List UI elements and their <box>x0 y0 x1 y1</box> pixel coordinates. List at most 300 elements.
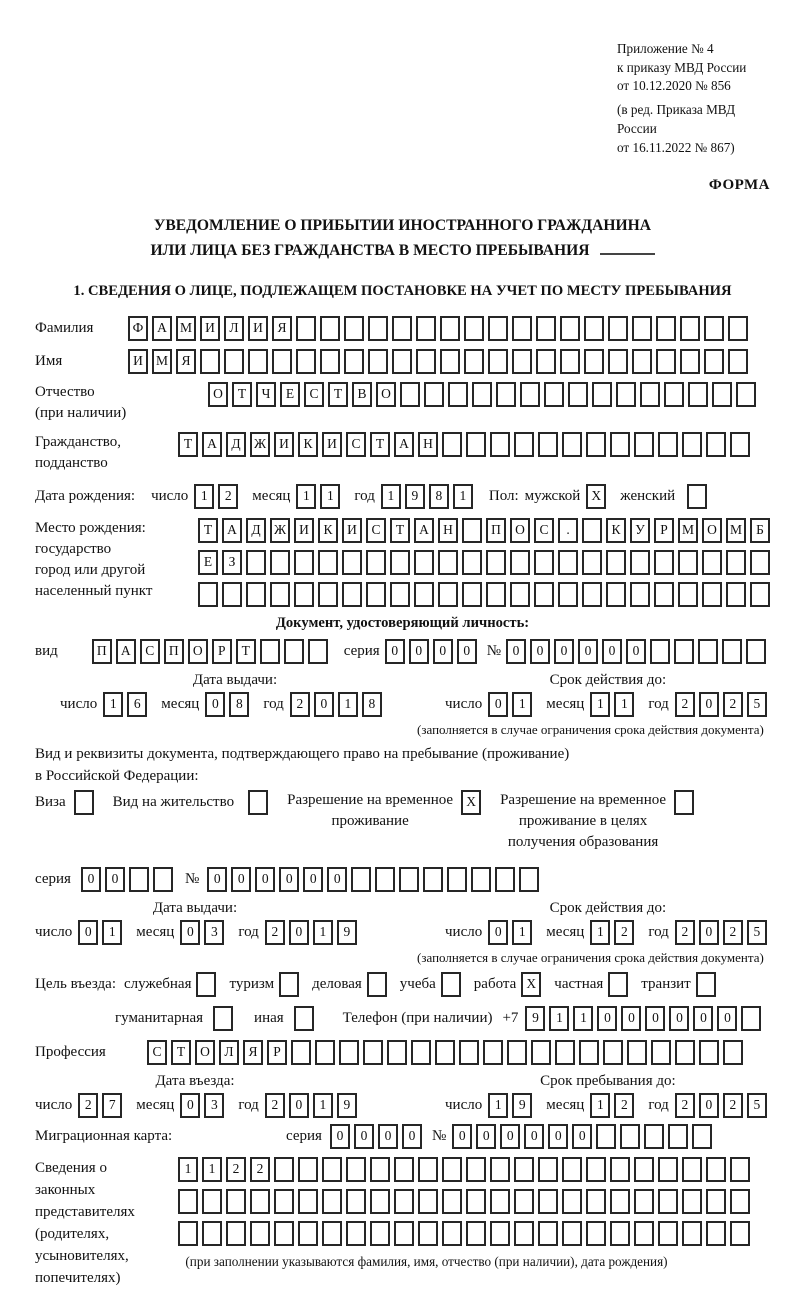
char-cell[interactable] <box>222 582 242 607</box>
char-cell[interactable] <box>200 349 220 374</box>
char-cell[interactable] <box>675 1040 695 1065</box>
char-cell[interactable] <box>153 867 173 892</box>
char-cell[interactable] <box>392 349 412 374</box>
char-cell[interactable] <box>490 1157 510 1182</box>
char-cell[interactable] <box>616 382 636 407</box>
char-cell[interactable] <box>586 1221 606 1246</box>
char-cell[interactable] <box>634 1221 654 1246</box>
char-cell[interactable]: 0 <box>530 639 550 664</box>
char-cell[interactable]: О <box>195 1040 215 1065</box>
char-cell[interactable]: 1 <box>102 920 122 945</box>
char-cell[interactable] <box>400 382 420 407</box>
char-cell[interactable]: 0 <box>255 867 275 892</box>
char-cell[interactable] <box>678 582 698 607</box>
char-cell[interactable]: 0 <box>402 1124 422 1149</box>
char-cell[interactable] <box>291 1040 311 1065</box>
char-cell[interactable]: Т <box>370 432 390 457</box>
char-cell[interactable] <box>582 550 602 575</box>
sex-female-checkbox[interactable] <box>687 484 707 509</box>
char-cell[interactable] <box>320 316 340 341</box>
char-cell[interactable]: 0 <box>314 692 334 717</box>
char-cell[interactable]: Е <box>198 550 218 575</box>
char-cell[interactable]: С <box>366 518 386 543</box>
char-cell[interactable] <box>472 382 492 407</box>
char-cell[interactable]: 5 <box>747 920 767 945</box>
char-cell[interactable]: Ф <box>128 316 148 341</box>
char-cell[interactable] <box>438 582 458 607</box>
char-cell[interactable] <box>392 316 412 341</box>
char-cell[interactable]: 2 <box>675 920 695 945</box>
char-cell[interactable] <box>560 349 580 374</box>
char-cell[interactable]: Т <box>232 382 252 407</box>
char-cell[interactable] <box>399 867 419 892</box>
char-cell[interactable] <box>394 1157 414 1182</box>
char-cell[interactable] <box>534 550 554 575</box>
char-cell[interactable] <box>418 1157 438 1182</box>
char-cell[interactable] <box>651 1040 671 1065</box>
char-cell[interactable]: Б <box>750 518 770 543</box>
char-cell[interactable]: 1 <box>453 484 473 509</box>
char-cell[interactable]: О <box>510 518 530 543</box>
char-cell[interactable] <box>466 432 486 457</box>
char-cell[interactable] <box>610 1157 630 1182</box>
char-cell[interactable]: 2 <box>265 1093 285 1118</box>
char-cell[interactable] <box>270 582 290 607</box>
char-cell[interactable] <box>298 1157 318 1182</box>
char-cell[interactable]: К <box>318 518 338 543</box>
char-cell[interactable] <box>440 349 460 374</box>
char-cell[interactable]: 5 <box>747 692 767 717</box>
char-cell[interactable] <box>534 582 554 607</box>
char-cell[interactable] <box>284 639 304 664</box>
char-cell[interactable]: 1 <box>178 1157 198 1182</box>
char-cell[interactable] <box>202 1189 222 1214</box>
char-cell[interactable] <box>274 1221 294 1246</box>
char-cell[interactable]: 0 <box>78 920 98 945</box>
char-cell[interactable] <box>342 582 362 607</box>
char-cell[interactable] <box>346 1157 366 1182</box>
char-cell[interactable] <box>722 639 742 664</box>
char-cell[interactable] <box>438 550 458 575</box>
char-cell[interactable]: 2 <box>723 692 743 717</box>
char-cell[interactable] <box>586 432 606 457</box>
char-cell[interactable]: 0 <box>180 1093 200 1118</box>
char-cell[interactable]: 1 <box>590 1093 610 1118</box>
char-cell[interactable] <box>342 550 362 575</box>
char-cell[interactable] <box>368 349 388 374</box>
char-cell[interactable] <box>416 316 436 341</box>
char-cell[interactable] <box>728 316 748 341</box>
char-cell[interactable] <box>462 582 482 607</box>
char-cell[interactable] <box>610 1189 630 1214</box>
char-cell[interactable] <box>471 867 491 892</box>
char-cell[interactable]: И <box>322 432 342 457</box>
char-cell[interactable]: О <box>702 518 722 543</box>
char-cell[interactable] <box>712 382 732 407</box>
char-cell[interactable] <box>418 1221 438 1246</box>
char-cell[interactable]: 8 <box>362 692 382 717</box>
char-cell[interactable] <box>698 639 718 664</box>
char-cell[interactable]: 0 <box>385 639 405 664</box>
char-cell[interactable] <box>562 1189 582 1214</box>
char-cell[interactable] <box>370 1221 390 1246</box>
char-cell[interactable]: И <box>342 518 362 543</box>
char-cell[interactable] <box>538 1221 558 1246</box>
visa-checkbox[interactable] <box>74 790 94 815</box>
purpose-humanitarian-checkbox[interactable] <box>213 1006 233 1031</box>
char-cell[interactable]: А <box>394 432 414 457</box>
purpose-tourism-checkbox[interactable] <box>279 972 299 997</box>
char-cell[interactable]: 0 <box>457 639 477 664</box>
char-cell[interactable] <box>466 1157 486 1182</box>
char-cell[interactable] <box>442 1221 462 1246</box>
char-cell[interactable]: К <box>298 432 318 457</box>
char-cell[interactable]: 9 <box>512 1093 532 1118</box>
char-cell[interactable] <box>680 349 700 374</box>
char-cell[interactable] <box>414 550 434 575</box>
char-cell[interactable] <box>668 1124 688 1149</box>
char-cell[interactable] <box>658 1221 678 1246</box>
char-cell[interactable]: И <box>274 432 294 457</box>
char-cell[interactable]: Н <box>418 432 438 457</box>
char-cell[interactable] <box>466 1221 486 1246</box>
char-cell[interactable] <box>568 382 588 407</box>
char-cell[interactable] <box>650 639 670 664</box>
char-cell[interactable] <box>351 867 371 892</box>
char-cell[interactable]: В <box>352 382 372 407</box>
char-cell[interactable]: 2 <box>675 1093 695 1118</box>
char-cell[interactable] <box>466 1189 486 1214</box>
char-cell[interactable] <box>370 1189 390 1214</box>
char-cell[interactable] <box>226 1221 246 1246</box>
char-cell[interactable] <box>536 349 556 374</box>
char-cell[interactable] <box>178 1189 198 1214</box>
char-cell[interactable]: 0 <box>548 1124 568 1149</box>
char-cell[interactable]: С <box>534 518 554 543</box>
char-cell[interactable] <box>462 550 482 575</box>
char-cell[interactable]: Р <box>654 518 674 543</box>
char-cell[interactable] <box>514 1189 534 1214</box>
char-cell[interactable] <box>202 1221 222 1246</box>
char-cell[interactable] <box>730 432 750 457</box>
char-cell[interactable]: 2 <box>226 1157 246 1182</box>
char-cell[interactable] <box>538 1189 558 1214</box>
char-cell[interactable]: Ж <box>270 518 290 543</box>
char-cell[interactable] <box>658 432 678 457</box>
char-cell[interactable]: М <box>726 518 746 543</box>
char-cell[interactable]: Д <box>246 518 266 543</box>
char-cell[interactable] <box>368 316 388 341</box>
char-cell[interactable] <box>726 582 746 607</box>
char-cell[interactable]: 9 <box>337 1093 357 1118</box>
char-cell[interactable]: 0 <box>626 639 646 664</box>
char-cell[interactable] <box>490 432 510 457</box>
char-cell[interactable] <box>363 1040 383 1065</box>
char-cell[interactable]: П <box>164 639 184 664</box>
char-cell[interactable] <box>682 1221 702 1246</box>
char-cell[interactable] <box>448 382 468 407</box>
char-cell[interactable]: 2 <box>723 1093 743 1118</box>
char-cell[interactable] <box>706 1221 726 1246</box>
char-cell[interactable] <box>416 349 436 374</box>
char-cell[interactable]: О <box>208 382 228 407</box>
char-cell[interactable] <box>579 1040 599 1065</box>
char-cell[interactable]: С <box>346 432 366 457</box>
char-cell[interactable] <box>702 582 722 607</box>
char-cell[interactable]: 0 <box>327 867 347 892</box>
char-cell[interactable] <box>510 550 530 575</box>
char-cell[interactable]: Т <box>198 518 218 543</box>
char-cell[interactable] <box>582 518 602 543</box>
char-cell[interactable]: О <box>188 639 208 664</box>
char-cell[interactable]: 1 <box>296 484 316 509</box>
char-cell[interactable] <box>728 349 748 374</box>
char-cell[interactable] <box>632 316 652 341</box>
char-cell[interactable] <box>730 1221 750 1246</box>
char-cell[interactable] <box>654 582 674 607</box>
temp-residence-edu-checkbox[interactable] <box>674 790 694 815</box>
char-cell[interactable]: П <box>486 518 506 543</box>
char-cell[interactable] <box>562 1157 582 1182</box>
char-cell[interactable] <box>562 1221 582 1246</box>
char-cell[interactable]: 0 <box>717 1006 737 1031</box>
char-cell[interactable] <box>584 316 604 341</box>
purpose-official-checkbox[interactable] <box>196 972 216 997</box>
char-cell[interactable]: 1 <box>338 692 358 717</box>
char-cell[interactable] <box>680 316 700 341</box>
char-cell[interactable]: М <box>678 518 698 543</box>
char-cell[interactable] <box>488 316 508 341</box>
char-cell[interactable]: 3 <box>204 920 224 945</box>
char-cell[interactable] <box>274 1189 294 1214</box>
char-cell[interactable]: И <box>200 316 220 341</box>
char-cell[interactable] <box>741 1006 761 1031</box>
char-cell[interactable] <box>390 582 410 607</box>
char-cell[interactable] <box>322 1189 342 1214</box>
char-cell[interactable]: 0 <box>205 692 225 717</box>
char-cell[interactable]: 5 <box>747 1093 767 1118</box>
char-cell[interactable] <box>318 582 338 607</box>
char-cell[interactable]: 0 <box>693 1006 713 1031</box>
char-cell[interactable] <box>512 316 532 341</box>
char-cell[interactable] <box>344 349 364 374</box>
char-cell[interactable] <box>274 1157 294 1182</box>
char-cell[interactable]: 0 <box>699 920 719 945</box>
char-cell[interactable] <box>250 1189 270 1214</box>
char-cell[interactable]: 1 <box>614 692 634 717</box>
char-cell[interactable]: А <box>414 518 434 543</box>
char-cell[interactable]: 0 <box>330 1124 350 1149</box>
char-cell[interactable]: 1 <box>320 484 340 509</box>
char-cell[interactable] <box>510 582 530 607</box>
char-cell[interactable] <box>536 316 556 341</box>
char-cell[interactable] <box>519 867 539 892</box>
char-cell[interactable] <box>394 1189 414 1214</box>
char-cell[interactable] <box>730 1189 750 1214</box>
char-cell[interactable]: 1 <box>313 920 333 945</box>
char-cell[interactable]: С <box>304 382 324 407</box>
char-cell[interactable] <box>726 550 746 575</box>
char-cell[interactable] <box>586 1189 606 1214</box>
char-cell[interactable]: 2 <box>723 920 743 945</box>
char-cell[interactable] <box>366 582 386 607</box>
char-cell[interactable] <box>495 867 515 892</box>
char-cell[interactable] <box>608 349 628 374</box>
char-cell[interactable] <box>512 349 532 374</box>
char-cell[interactable] <box>308 639 328 664</box>
char-cell[interactable]: З <box>222 550 242 575</box>
char-cell[interactable] <box>260 639 280 664</box>
char-cell[interactable] <box>346 1189 366 1214</box>
char-cell[interactable]: Р <box>267 1040 287 1065</box>
char-cell[interactable] <box>486 582 506 607</box>
char-cell[interactable]: 9 <box>337 920 357 945</box>
char-cell[interactable] <box>411 1040 431 1065</box>
char-cell[interactable] <box>692 1124 712 1149</box>
char-cell[interactable]: 0 <box>645 1006 665 1031</box>
char-cell[interactable] <box>178 1221 198 1246</box>
char-cell[interactable]: Ч <box>256 382 276 407</box>
char-cell[interactable]: М <box>152 349 172 374</box>
char-cell[interactable] <box>226 1189 246 1214</box>
char-cell[interactable]: 0 <box>699 1093 719 1118</box>
char-cell[interactable]: А <box>202 432 222 457</box>
char-cell[interactable] <box>630 582 650 607</box>
char-cell[interactable]: 0 <box>602 639 622 664</box>
char-cell[interactable]: 0 <box>597 1006 617 1031</box>
char-cell[interactable]: Я <box>176 349 196 374</box>
char-cell[interactable] <box>294 582 314 607</box>
residence-permit-checkbox[interactable] <box>248 790 268 815</box>
char-cell[interactable] <box>610 432 630 457</box>
char-cell[interactable] <box>250 1221 270 1246</box>
char-cell[interactable] <box>544 382 564 407</box>
char-cell[interactable] <box>603 1040 623 1065</box>
char-cell[interactable] <box>644 1124 664 1149</box>
char-cell[interactable]: Ж <box>250 432 270 457</box>
char-cell[interactable]: 1 <box>549 1006 569 1031</box>
char-cell[interactable] <box>339 1040 359 1065</box>
char-cell[interactable]: И <box>294 518 314 543</box>
char-cell[interactable] <box>270 550 290 575</box>
char-cell[interactable]: 9 <box>405 484 425 509</box>
char-cell[interactable] <box>531 1040 551 1065</box>
char-cell[interactable] <box>322 1221 342 1246</box>
char-cell[interactable]: 0 <box>476 1124 496 1149</box>
char-cell[interactable] <box>387 1040 407 1065</box>
char-cell[interactable] <box>627 1040 647 1065</box>
char-cell[interactable] <box>315 1040 335 1065</box>
char-cell[interactable] <box>464 316 484 341</box>
char-cell[interactable]: 2 <box>614 920 634 945</box>
char-cell[interactable] <box>272 349 292 374</box>
char-cell[interactable] <box>294 550 314 575</box>
char-cell[interactable]: 1 <box>194 484 214 509</box>
purpose-work-checkbox[interactable]: X <box>521 972 541 997</box>
char-cell[interactable] <box>682 1189 702 1214</box>
char-cell[interactable]: 0 <box>303 867 323 892</box>
char-cell[interactable]: 0 <box>433 639 453 664</box>
char-cell[interactable]: 0 <box>621 1006 641 1031</box>
char-cell[interactable]: Н <box>438 518 458 543</box>
char-cell[interactable] <box>520 382 540 407</box>
char-cell[interactable] <box>730 1157 750 1182</box>
purpose-private-checkbox[interactable] <box>608 972 628 997</box>
char-cell[interactable] <box>555 1040 575 1065</box>
purpose-transit-checkbox[interactable] <box>696 972 716 997</box>
char-cell[interactable] <box>462 518 482 543</box>
char-cell[interactable] <box>366 550 386 575</box>
char-cell[interactable]: 6 <box>127 692 147 717</box>
char-cell[interactable]: 1 <box>202 1157 222 1182</box>
char-cell[interactable]: 0 <box>207 867 227 892</box>
char-cell[interactable] <box>632 349 652 374</box>
char-cell[interactable]: 0 <box>488 692 508 717</box>
char-cell[interactable]: Р <box>212 639 232 664</box>
char-cell[interactable] <box>442 432 462 457</box>
char-cell[interactable] <box>658 1189 678 1214</box>
char-cell[interactable] <box>246 550 266 575</box>
char-cell[interactable] <box>198 582 218 607</box>
char-cell[interactable] <box>706 1189 726 1214</box>
char-cell[interactable] <box>322 1157 342 1182</box>
char-cell[interactable]: 9 <box>525 1006 545 1031</box>
char-cell[interactable] <box>582 582 602 607</box>
char-cell[interactable] <box>248 349 268 374</box>
char-cell[interactable] <box>664 382 684 407</box>
char-cell[interactable]: 0 <box>488 920 508 945</box>
purpose-business-checkbox[interactable] <box>367 972 387 997</box>
char-cell[interactable] <box>390 550 410 575</box>
char-cell[interactable]: Я <box>243 1040 263 1065</box>
char-cell[interactable] <box>538 1157 558 1182</box>
char-cell[interactable] <box>704 349 724 374</box>
char-cell[interactable]: 2 <box>290 692 310 717</box>
char-cell[interactable]: 0 <box>500 1124 520 1149</box>
purpose-other-checkbox[interactable] <box>294 1006 314 1031</box>
char-cell[interactable] <box>586 1157 606 1182</box>
char-cell[interactable] <box>224 349 244 374</box>
char-cell[interactable] <box>486 550 506 575</box>
char-cell[interactable] <box>674 639 694 664</box>
char-cell[interactable] <box>442 1189 462 1214</box>
char-cell[interactable]: 1 <box>103 692 123 717</box>
char-cell[interactable]: 1 <box>488 1093 508 1118</box>
char-cell[interactable]: 2 <box>250 1157 270 1182</box>
char-cell[interactable] <box>656 349 676 374</box>
char-cell[interactable] <box>560 316 580 341</box>
char-cell[interactable]: А <box>152 316 172 341</box>
char-cell[interactable] <box>678 550 698 575</box>
char-cell[interactable]: 8 <box>229 692 249 717</box>
char-cell[interactable] <box>656 316 676 341</box>
char-cell[interactable] <box>435 1040 455 1065</box>
char-cell[interactable]: 0 <box>506 639 526 664</box>
sex-male-checkbox[interactable]: X <box>586 484 606 509</box>
char-cell[interactable]: 0 <box>409 639 429 664</box>
char-cell[interactable]: Т <box>171 1040 191 1065</box>
char-cell[interactable] <box>736 382 756 407</box>
char-cell[interactable]: 0 <box>81 867 101 892</box>
char-cell[interactable]: 0 <box>180 920 200 945</box>
char-cell[interactable]: 0 <box>279 867 299 892</box>
char-cell[interactable] <box>129 867 149 892</box>
char-cell[interactable]: 1 <box>573 1006 593 1031</box>
char-cell[interactable]: 0 <box>572 1124 592 1149</box>
char-cell[interactable]: 0 <box>578 639 598 664</box>
char-cell[interactable] <box>464 349 484 374</box>
char-cell[interactable]: 2 <box>675 692 695 717</box>
